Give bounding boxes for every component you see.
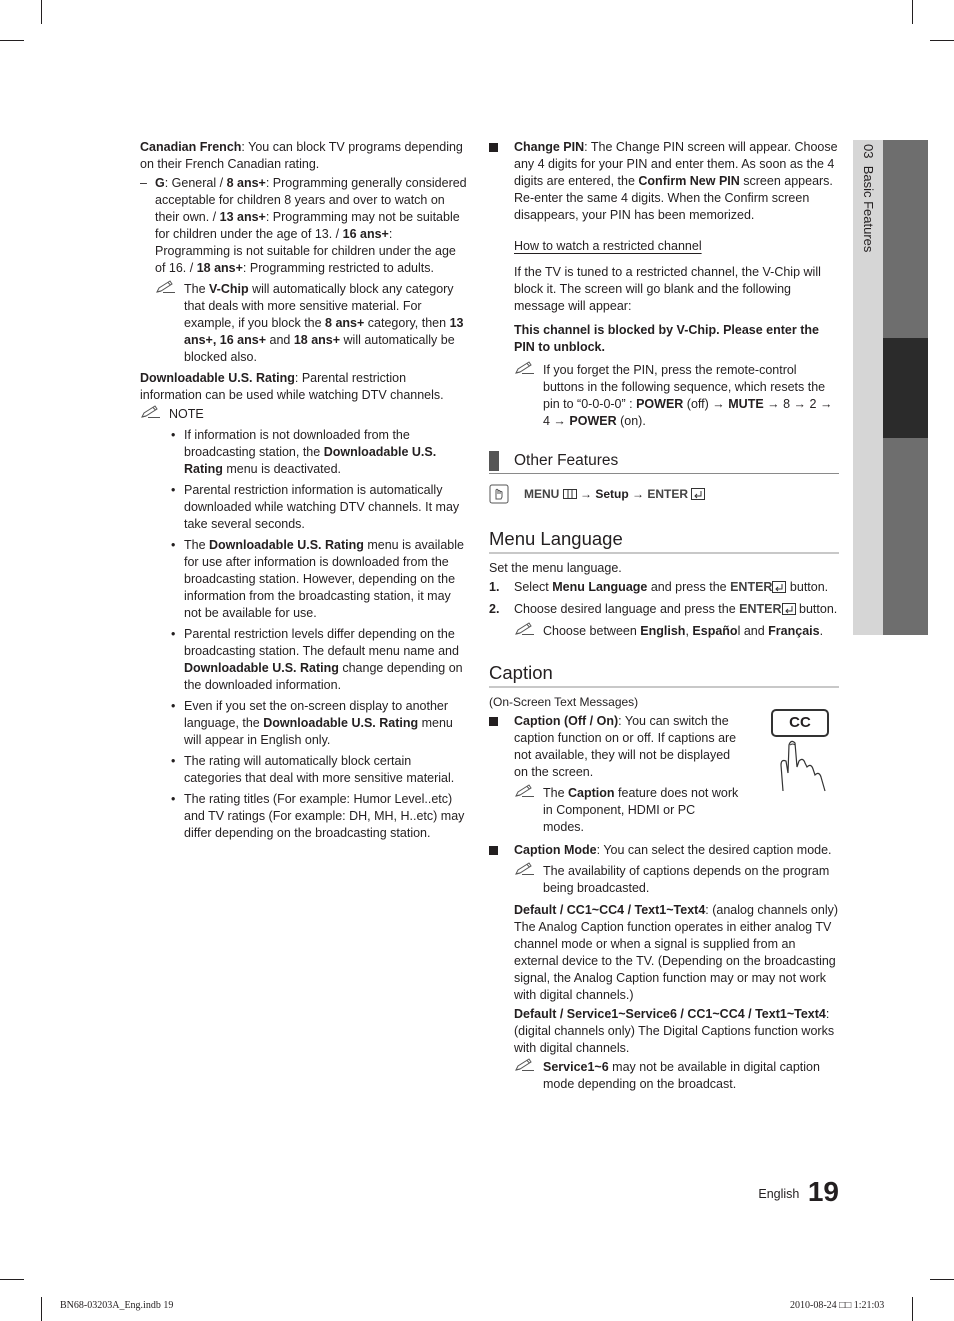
pencil-note-icon — [514, 1058, 536, 1072]
caption-on-off-item: Caption (Off / On): You can switch the caption function on or off. If captions are not available, they will not be displayed on the screen. — [489, 713, 839, 781]
menu-language-heading: Menu Language — [489, 528, 839, 554]
service-note: Service1~6 may not be available in digital caption mode depending on the broadcast. — [514, 1059, 839, 1093]
hand-remote-icon — [489, 484, 509, 504]
forgot-pin-note: If you forget the PIN, press the remote-control buttons in the following sequence, which resets the pin to “0-0-0-0” : POWER (off) → MUTE → 8 → 2 → 4 → POWER (on). — [514, 362, 839, 430]
pencil-note-icon — [155, 280, 177, 294]
crop-mark — [912, 1297, 913, 1321]
pencil-note-icon — [514, 862, 536, 876]
print-timestamp: 2010-08-24 □□ 1:21:03 — [790, 1300, 885, 1311]
subheading-restricted-channel: How to watch a restricted channel — [514, 239, 702, 253]
g-rating-item: – G: General / 8 ans+: Programming generally considered acceptable for children 8 years and over to watch on their own. / 13 ans+: Programming may not be suitable for children under the age of 13. / 16 ans+: Programming is not suitable for children under the age of 16. / 18 ans+: Programming restricted to adults. The V-Chip will automatically block any category that deals with more sensitive material. For example, if you block the 8 ans+ category, then 13 ans+, 16 ans+ and 18 ans+ will automatically be blocked also. — [140, 176, 467, 364]
square-bullet — [489, 717, 498, 726]
caption-mode-note: The availability of captions depends on the program being broadcasted. — [514, 863, 839, 897]
list-item: • The rating titles (For example: Humor Level..etc) and TV ratings (For example: DH, MH, H..etc) may differ depending on the broadcasting station. — [171, 792, 465, 840]
enter-icon — [772, 581, 786, 593]
menu-language-intro: Set the menu language. — [489, 561, 622, 575]
canadian-french-paragraph: Canadian French: You can block TV programs depending on their French Canadian rating. — [140, 140, 463, 171]
menu-icon — [563, 489, 577, 499]
caption-mode-details — [489, 863, 839, 1093]
crop-mark — [41, 1297, 42, 1321]
side-tab-label: 03 Basic Features — [861, 144, 876, 253]
heading-bar — [489, 451, 499, 471]
list-item: • Parental restriction levels differ depending on the broadcasting station. The default menu name and Downloadable U.S. Rating change depending on the downloaded information. — [171, 627, 463, 692]
pencil-note-icon — [514, 622, 536, 636]
downloadable-rating-paragraph: Downloadable U.S. Rating: Parental restriction information can be used while watching DTV channels. — [140, 371, 444, 402]
analog-caption-paragraph: Default / CC1~CC4 / Text1~Text4: (analog channels only) The Analog Caption function operates in either analog TV channel mode or when a signal is supplied from an external device to the TV. (Depending on the broadcasting signal, the Analog Caption function may or may not work with digital channels.) — [514, 903, 839, 1002]
page-number: 19 — [807, 1176, 839, 1207]
square-bullet — [489, 143, 498, 152]
change-pin-item: Change PIN: The Change PIN screen will appear. Choose any 4 digits for your PIN and enter them. As soon as the 4 digits are entered, the Confirm New PIN screen appears. Re-enter the same 4 digits. When the Confirm screen disappears, your PIN has been memorized. — [489, 139, 839, 224]
note-heading: NOTE — [140, 406, 468, 423]
side-tab-block — [883, 140, 928, 338]
restricted-channel-text: If the TV is tuned to a restricted channel, the V-Chip will block it. The screen will go blank and the following message will appear: — [514, 265, 821, 313]
left-column — [140, 139, 468, 842]
blocked-message: This channel is blocked by V-Chip. Please enter the PIN to unblock. — [514, 323, 819, 354]
pencil-note-icon — [514, 361, 536, 375]
crop-mark — [912, 0, 913, 24]
digital-caption-paragraph: Default / Service1~Service6 / CC1~CC4 / Text1~Text4: (digital channels only) The Digital Captions function works with digital channels. — [514, 1007, 835, 1055]
print-file-name: BN68-03203A_Eng.indb 19 — [60, 1300, 174, 1311]
menu-path: MENU → Setup → ENTER — [489, 486, 839, 503]
side-tab-block — [883, 438, 928, 635]
list-item: • The Downloadable U.S. Rating menu is available for use after information is downloaded from the broadcasting station. However, depending on the information from the broadcasting station, it may not be available for use. — [171, 538, 464, 620]
list-item: • Parental restriction information is automatically downloaded while watching DTV channels. It may take several seconds. — [171, 483, 460, 531]
menu-language-step-1: 1. Select Menu Language and press the ENTER button. — [489, 580, 829, 594]
caption-block — [489, 713, 839, 836]
page-number-area — [700, 1176, 839, 1208]
caption-mode-item: Caption Mode: You can select the desired caption mode. — [489, 842, 839, 859]
crop-mark — [930, 40, 954, 41]
list-item: • Even if you set the on-screen display to another language, the Downloadable U.S. Rating menu will appear in English only. — [171, 699, 453, 747]
pencil-note-icon — [514, 784, 536, 798]
right-column — [489, 139, 839, 1093]
cc-button: CC — [771, 709, 829, 737]
restricted-channel-section — [489, 238, 839, 430]
list-item: • If information is not downloaded from the broadcasting station, the Downloadable U.S. Rating menu is deactivated. — [171, 428, 437, 476]
enter-icon — [691, 488, 705, 500]
language-choice-note: Choose between English, Español and Français. — [514, 623, 839, 640]
pencil-note-icon — [140, 405, 162, 419]
enter-icon — [782, 603, 796, 615]
crop-mark — [930, 1279, 954, 1280]
crop-mark — [41, 0, 42, 24]
menu-language-step-2: 2. Choose desired language and press the ENTER button. Choose between English, Español and Français. — [489, 602, 838, 638]
list-item: • The rating will automatically block certain categories that deal with more sensitive material. — [171, 754, 455, 785]
vchip-note: The V-Chip will automatically block any category that deals with more sensitive material. For example, if you block the 8 ans+ category, then 13 ans+, 16 ans+ and 18 ans+ will automatically be blocked also. — [155, 281, 468, 366]
language-label: English — [758, 1187, 800, 1201]
caption-heading: Caption — [489, 662, 839, 688]
square-bullet — [489, 846, 498, 855]
caption-subtitle: (On-Screen Text Messages) — [489, 695, 639, 709]
caption-note: The Caption feature does not work in Component, HDMI or PC modes. — [514, 785, 739, 836]
crop-mark — [0, 1279, 24, 1280]
side-tab-block-active — [883, 338, 928, 438]
note-list — [140, 427, 468, 842]
other-features-heading: Other Features — [489, 449, 839, 474]
crop-mark — [0, 40, 24, 41]
